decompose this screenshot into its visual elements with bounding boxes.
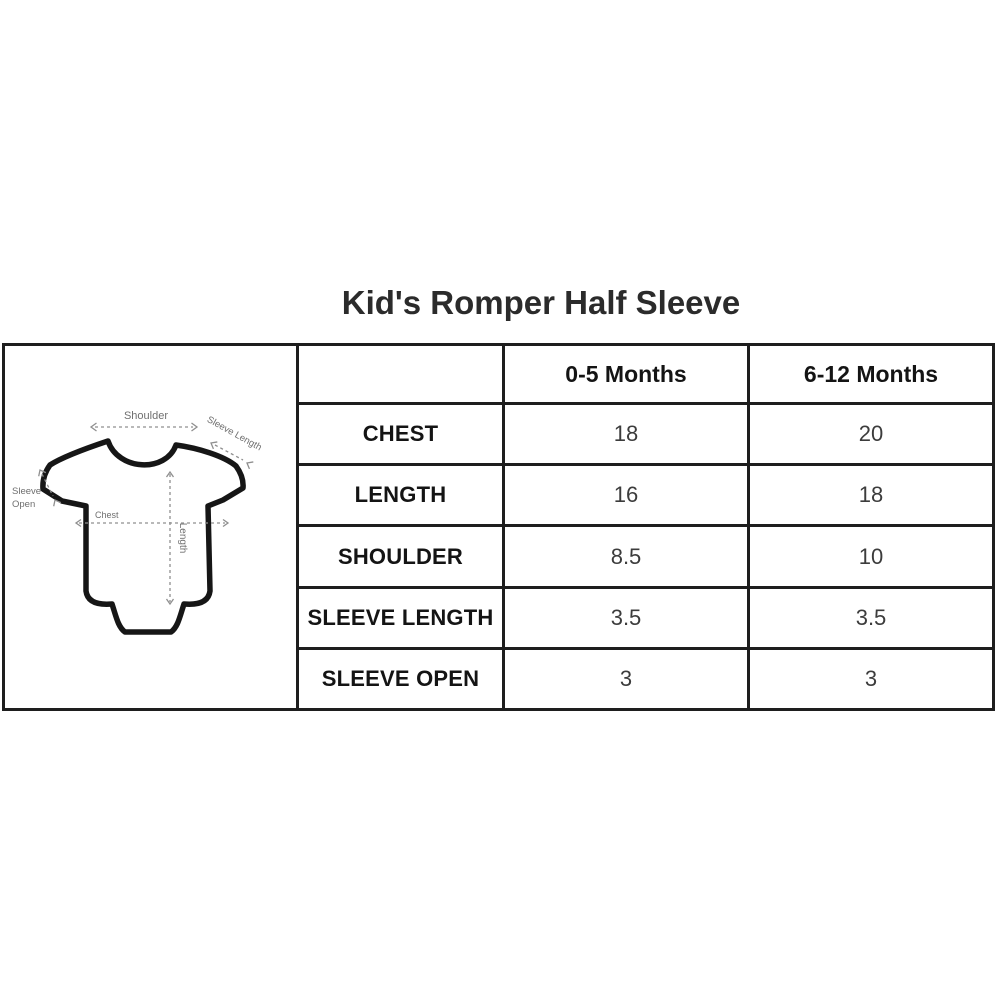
sleeve-length-value-0-5: 3.5 bbox=[504, 587, 749, 648]
sleeve-open-value-0-5: 3 bbox=[504, 648, 749, 709]
size-chart-table bbox=[2, 343, 995, 711]
shoulder-label: Shoulder bbox=[123, 410, 169, 422]
row-label-shoulder: SHOULDER bbox=[298, 526, 504, 587]
size-chart bbox=[2, 343, 995, 711]
sleeve-length-arrow-end-icon bbox=[245, 460, 253, 469]
length-value-0-5: 16 bbox=[504, 465, 749, 526]
row-label-length: LENGTH bbox=[298, 465, 504, 526]
column-header-6-12-months: 6-12 Months bbox=[749, 345, 994, 404]
sleeve-open-label-line2: Open bbox=[12, 499, 36, 510]
sleeve-open-label-line1: Sleeve bbox=[12, 486, 42, 497]
length-label: Length bbox=[177, 522, 188, 554]
chest-value-6-12: 20 bbox=[749, 404, 994, 465]
length-value-6-12: 18 bbox=[749, 465, 994, 526]
row-label-sleeve-open: SLEEVE OPEN bbox=[298, 648, 504, 709]
romper-diagram-cell bbox=[4, 345, 298, 710]
sleeve-open-value-6-12: 3 bbox=[749, 648, 994, 709]
corner-empty-cell bbox=[298, 345, 504, 404]
page-title: Kid's Romper Half Sleeve bbox=[341, 284, 741, 321]
shoulder-value-6-12: 10 bbox=[749, 526, 994, 587]
chest-value-0-5: 18 bbox=[504, 404, 749, 465]
shoulder-value-0-5: 8.5 bbox=[504, 526, 749, 587]
romper-diagram bbox=[6, 346, 295, 703]
column-header-0-5-months: 0-5 Months bbox=[504, 345, 749, 404]
chest-label: Chest bbox=[95, 510, 119, 520]
sleeve-length-arrow-start-icon bbox=[209, 440, 217, 449]
sleeve-length-value-6-12: 3.5 bbox=[749, 587, 994, 648]
sleeve-length-label: Sleeve Length bbox=[204, 414, 264, 454]
romper-outline bbox=[43, 441, 243, 632]
row-label-sleeve-length: SLEEVE LENGTH bbox=[298, 587, 504, 648]
row-label-chest: CHEST bbox=[298, 404, 504, 465]
